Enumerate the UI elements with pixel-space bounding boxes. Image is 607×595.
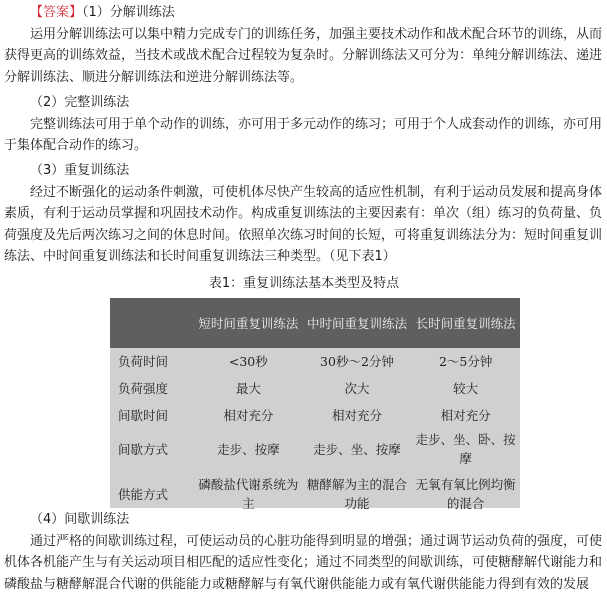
table-caption: 表1：重复训练法基本类型及特点 [4,273,604,295]
table-cell: 走步、坐、卧、按摩 [411,429,520,469]
table-cell: 相对充分 [303,402,412,429]
table-header-corner [110,298,194,348]
section-decomposition-heading: 【答案】（1）分解训练法 [4,2,604,24]
table-cell: 走步、按摩 [194,429,303,469]
table-cell: 糖酵解为主的混合功能 [303,469,412,519]
table-cell: <30秒 [194,348,303,375]
table-cell: 次大 [303,375,412,402]
section-decomposition [4,2,604,88]
table-header-short: 短时间重复训练法 [194,298,303,348]
table-cell: 30秒～2分钟 [303,348,412,375]
table-row-label: 负荷强度 [110,375,194,402]
section-interval-body: 通过严格的间歇训练过程，可使运动员的心脏功能得到明显的增强；通过调节运动负荷的强度，可使机体各机能产生与有关运动项目相匹配的适应性变化；通过不同类型的间歇训练，可使糖酵解代谢能力和磷酸盐与糖酵解混合代谢的供能能力或糖酵解与有氧代谢供能能力或有氧代谢供能能力得到有效的发展 [4,531,604,595]
table-header-long: 长时间重复训练法 [411,298,520,348]
table-cell: 走步、坐、按摩 [303,429,412,469]
table-row-label: 负荷时间 [110,348,194,375]
answer-tag: 【答案】 [30,5,82,20]
table-cell: 无氧有氧比例均衡的混合 [411,469,520,519]
section-complete [4,92,604,157]
table-row-label: 间歇时间 [110,402,194,429]
table-cell: 磷酸盐代谢系统为主 [194,469,303,519]
table-row [110,429,520,469]
table-cell: 相对充分 [411,402,520,429]
section-decomposition-body: 运用分解训练法可以集中精力完成专门的训练任务，加强主要技术动作和战术配合环节的训练，从而获得更高的训练效益，当技术或战术配合过程较为复杂时。分解训练法又可分为：单纯分解训练法、递进分解训练法、顺进分解训练法和逆进分解训练法等。 [4,24,604,89]
table-row [110,375,520,402]
table-cell: 较大 [411,375,520,402]
table-cell: 最大 [194,375,303,402]
table-row-label: 间歇方式 [110,429,194,469]
section-interval [4,509,604,595]
section-complete-heading: （2）完整训练法 [4,92,604,114]
table-row [110,402,520,429]
repetition-training-table [110,298,520,508]
section-repetition-heading: （3）重复训练法 [4,160,604,182]
table-cell: 相对充分 [194,402,303,429]
table-header-medium: 中时间重复训练法 [303,298,412,348]
table-row-label: 供能方式 [110,469,194,519]
section-repetition-body: 经过不断强化的运动条件刺激，可使机体尽快产生较高的适应性机制，有利于运动员发展和提高身体素质，有利于运动员掌握和巩固技术动作。构成重复训练法的主要因素有：单次（组）练习的负荷量、负荷强度及先后两次练习之间的休息时间。依照单次练习时间的长短，可将重复训练法分为：短时间重复训练法、中时间重复训练法和长时间重复训练法三种类型。（见下表1） [4,182,604,268]
section-repetition [4,160,604,268]
section-interval-heading: （4）间歇训练法 [4,509,604,531]
table-header-row [110,298,520,348]
table-row [110,348,520,375]
table-cell: 2～5分钟 [411,348,520,375]
section-complete-body: 完整训练法可用于单个动作的训练，亦可用于多元动作的练习；可用于个人成套动作的训练，亦可用于集体配合动作的练习。 [4,114,604,157]
